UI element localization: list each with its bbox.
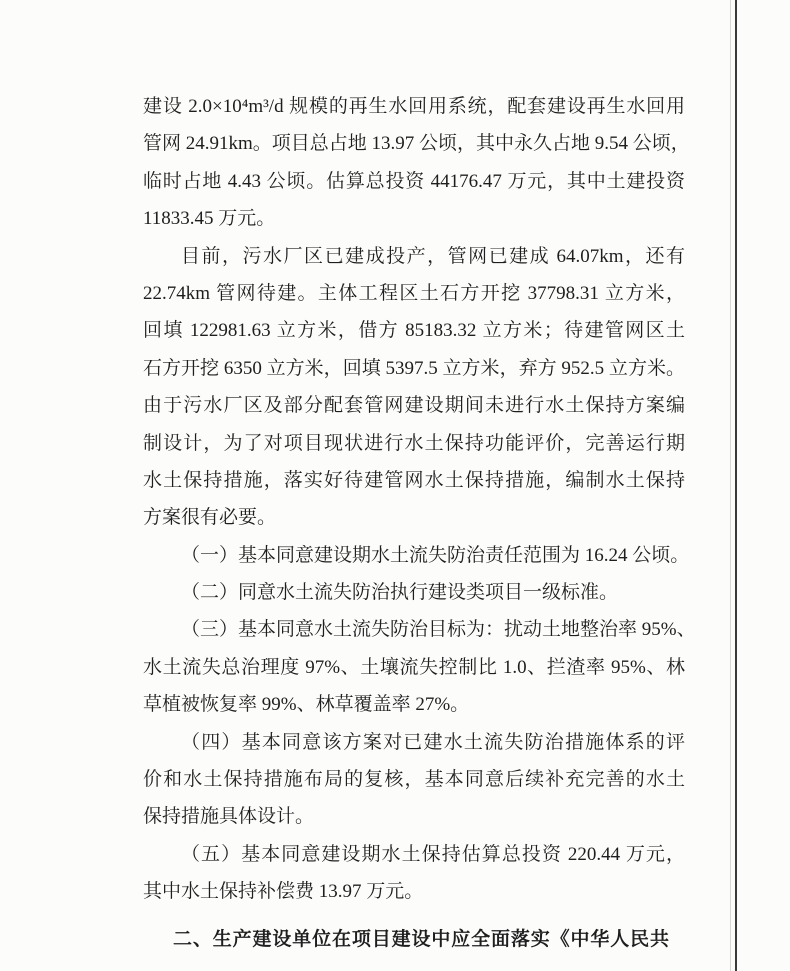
text-line: （四）基本同意该方案对已建水土流失防治措施体系的评 <box>181 731 685 753</box>
paragraph-item-2 <box>143 574 685 611</box>
text-line: 方案很有必要。 <box>143 507 277 529</box>
text-line: （五）基本同意建设期水土保持估算总投资 220.44 万元， <box>181 843 685 865</box>
scan-edge-faint-line <box>730 0 731 971</box>
text-line: 水土保持措施，落实好待建管网水土保持措施，编制水土保持 <box>143 469 685 491</box>
paragraph-item-5 <box>143 836 685 911</box>
paragraph-item-4 <box>143 724 685 836</box>
text-line: 临时占地 4.43 公顷。估算总投资 44176.47 万元，其中土建投资 <box>143 170 685 192</box>
text-line: 目前，污水厂区已建成投产，管网已建成 64.07km，还有 <box>181 245 685 267</box>
text-line: 11833.45 万元。 <box>143 208 276 230</box>
text-line: 回填 122981.63 立方米，借方 85183.32 立方米；待建管网区土 <box>143 320 685 342</box>
text-line: 草植被恢复率 99%、林草覆盖率 27%。 <box>143 694 470 716</box>
text-line: 其中水土保持补偿费 13.97 万元。 <box>143 881 424 903</box>
paragraph-item-1 <box>143 537 690 574</box>
text-line: 价和水土保持措施布局的复核，基本同意后续补充完善的水土 <box>143 769 685 791</box>
paragraph-current-status <box>143 238 685 537</box>
text-line: 水土流失总治理度 97%、土壤流失控制比 1.0、拦渣率 95%、林 <box>143 656 685 678</box>
text-line: 石方开挖 6350 立方米，回填 5397.5 立方米，弃方 952.5 立方米。 <box>143 357 685 379</box>
text-line: 管网 24.91km。项目总占地 13.97 公顷，其中永久占地 9.54 公顷， <box>143 133 690 155</box>
text-line: 22.74km 管网待建。主体工程区土石方开挖 37798.31 立方米， <box>143 282 685 304</box>
text-line: （二）同意水土流失防治执行建设类项目一级标准。 <box>181 582 619 604</box>
text-line: 保持措施具体设计。 <box>143 806 315 828</box>
text-line: 建设 2.0×10⁴m³/d 规模的再生水回用系统，配套建设再生水回用 <box>143 96 685 117</box>
document-body <box>143 88 696 958</box>
paragraph-project-scale <box>143 88 690 238</box>
paragraph-item-3 <box>143 611 696 723</box>
scan-edge-line <box>735 0 737 971</box>
text-line: 由于污水厂区及部分配套管网建设期间未进行水土保持方案编 <box>143 395 685 417</box>
text-line: （三）基本同意水土流失防治目标为：扰动土地整治率 95%、 <box>181 619 696 641</box>
section-heading: 二、生产建设单位在项目建设中应全面落实《中华人民共 <box>173 927 669 950</box>
text-line: 制设计，为了对项目现状进行水土保持功能评价，完善运行期 <box>143 432 685 454</box>
text-line: （一）基本同意建设期水土流失防治责任范围为 16.24 公顷。 <box>181 544 690 566</box>
